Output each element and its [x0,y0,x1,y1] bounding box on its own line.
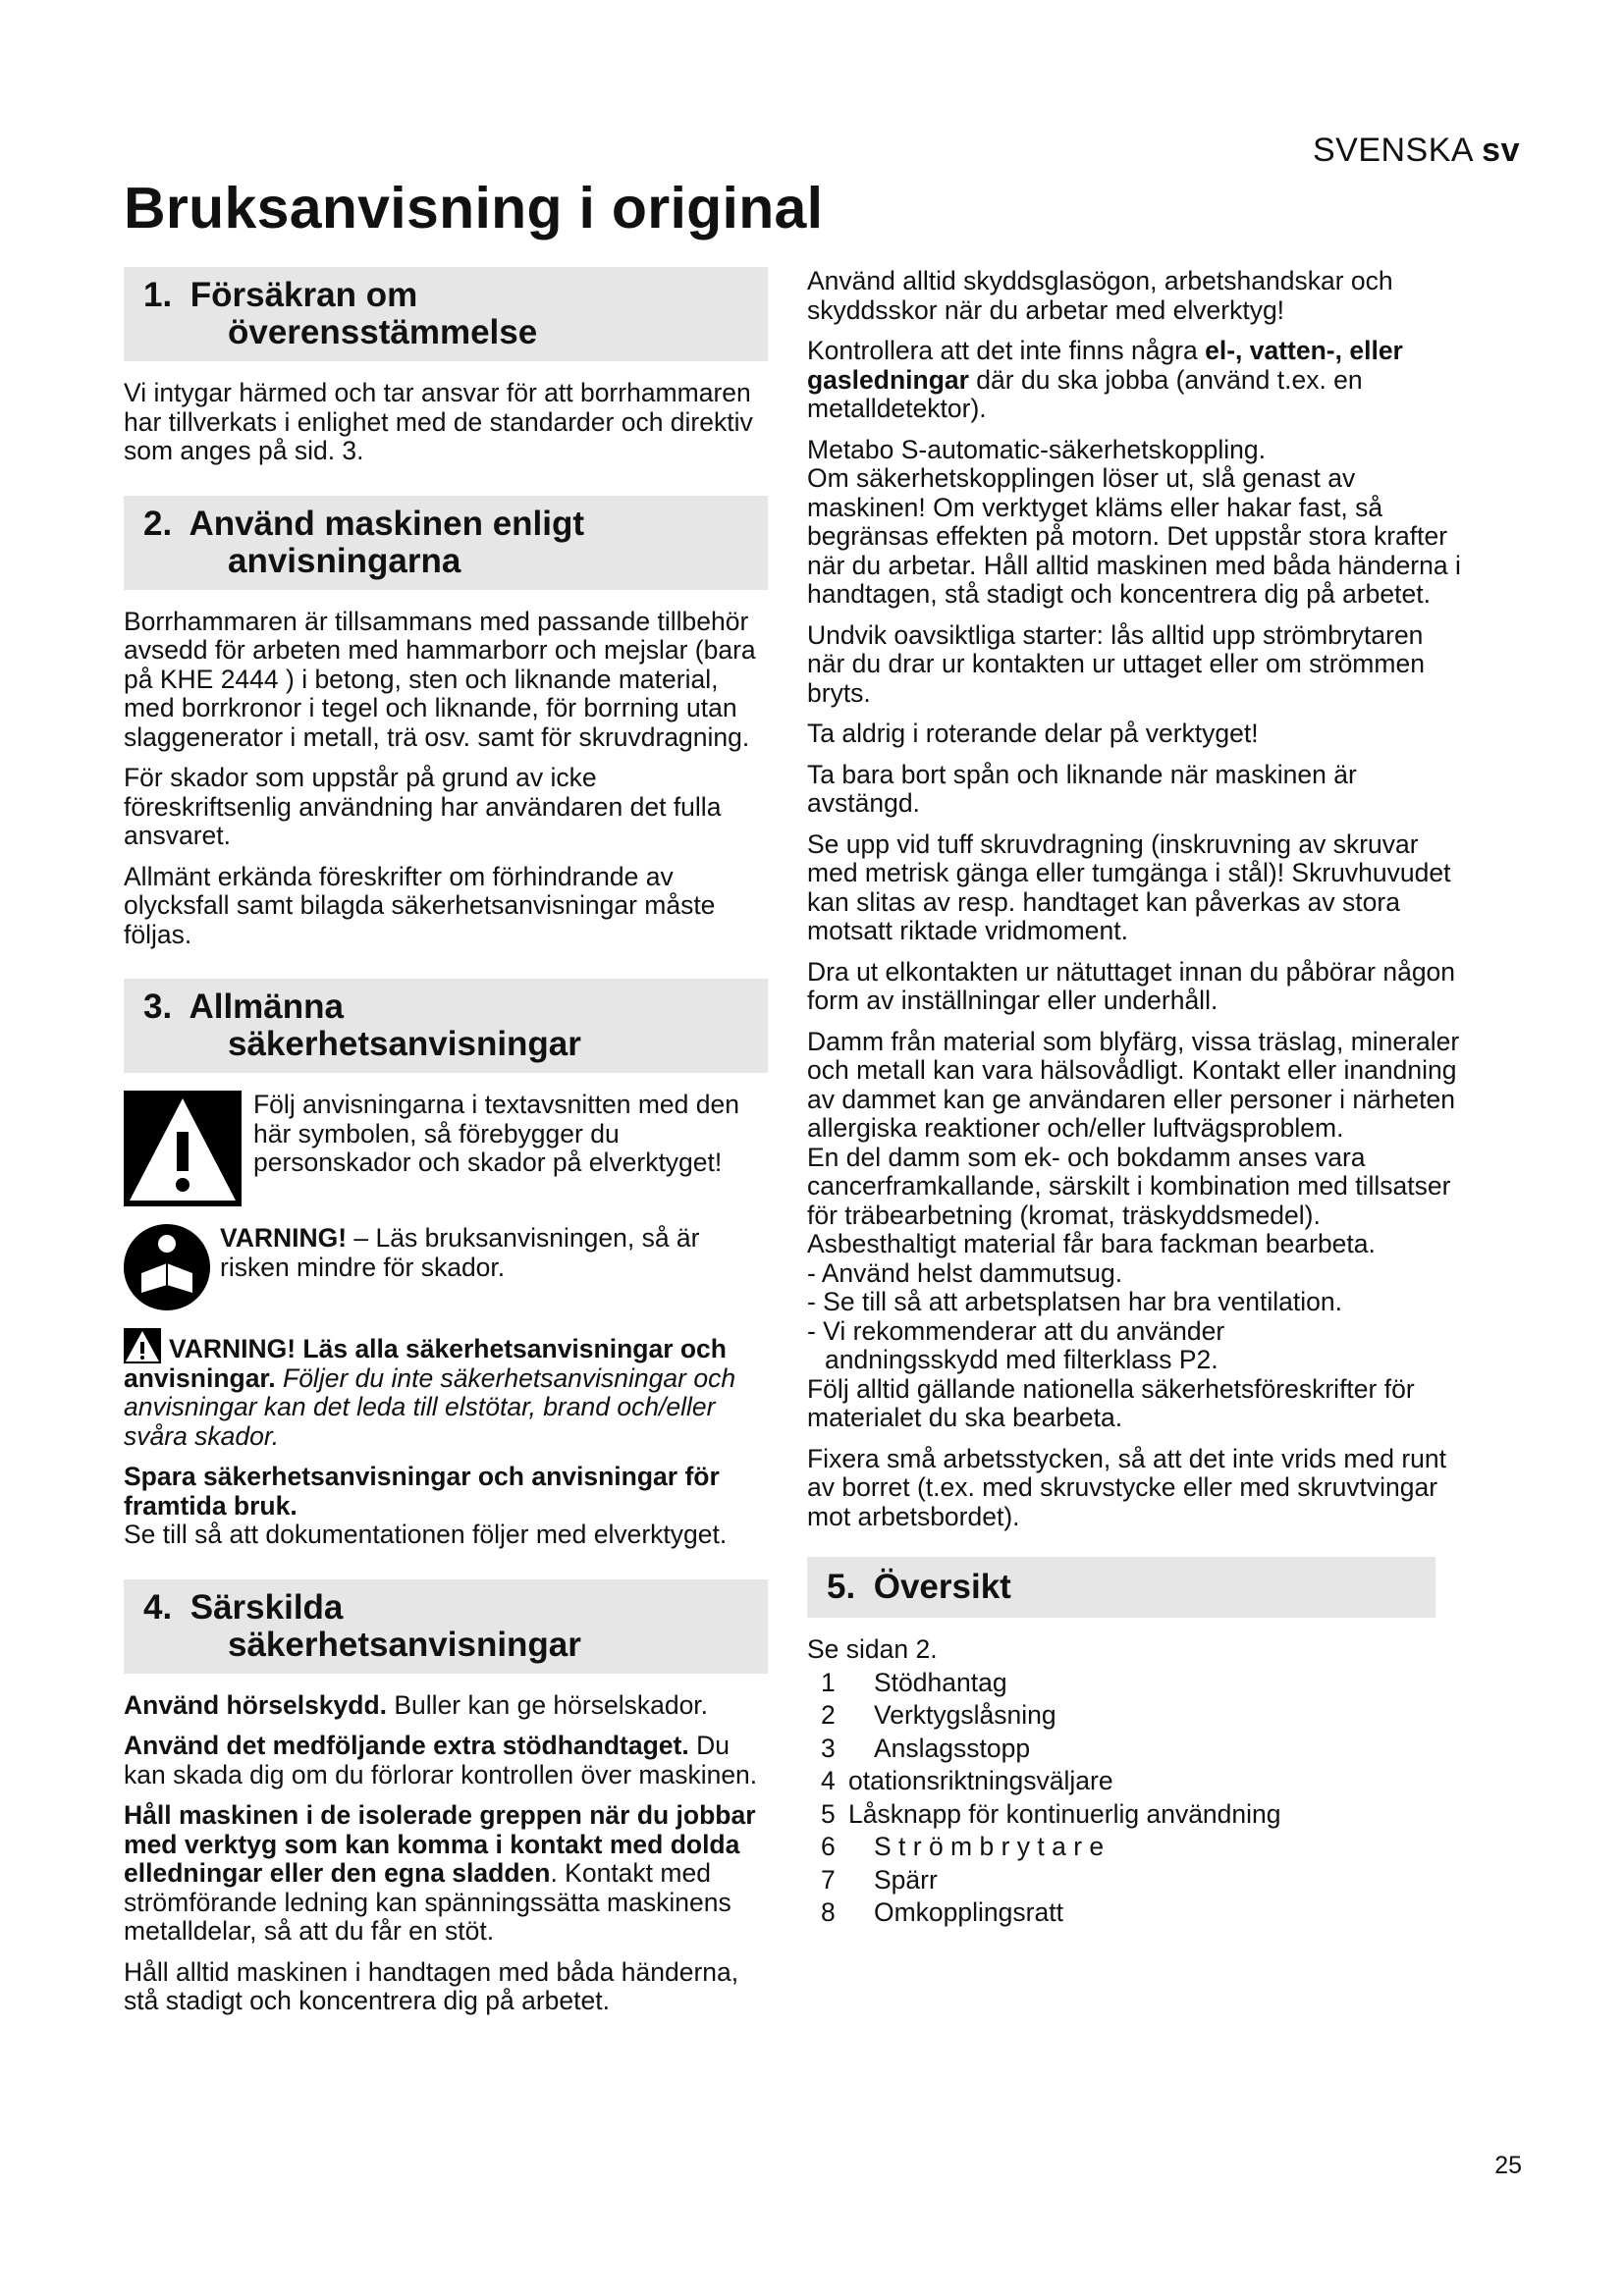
section-1-text: Vi intygar härmed och tar ansvar för att borrhammaren har tillverkats i enlighet med de standarder och direktiv som anges på sid. 3. [124,378,753,465]
right-text-9: Dra ut elkontakten ur nätuttaget innan du påbörar någon form av inställningar eller underhåll. [807,956,1456,1015]
overview-intro: Se sidan 2. [807,1634,938,1664]
right-text-13: Fixera små arbetsstycken, så att det inte vrids med runt av borret (t.ex. med skruvstycke eller med skruvtvingar mot arbetsbordet). [807,1443,1446,1531]
section-2-text-3: Allmänt erkända föreskrifter om förhindrande av olycksfall samt bilagda säkerhetsanvisningar måste följas. [124,861,716,949]
section-2-heading: 2. Använd maskinen enligt anvisningarna [124,496,768,590]
list-item [807,1669,1465,1698]
list-item [807,1735,1465,1764]
item-number: 3 [821,1733,836,1763]
item-label: Spärr [874,1864,938,1895]
section-4-hearing: Använd hörselskydd. Buller kan ge hörselskador. [124,1689,709,1720]
right-text-6: Ta aldrig i roterande delar på verktyget! [807,719,1259,748]
right-text-7: Ta bara bort spån och liknande när maskinen är avstängd. [807,759,1357,818]
item-label: Verktygslåsning [874,1700,1056,1730]
general-warning: VARNING! Läs alla säkerhetsanvisningar och anvisningar. Följer du inte säkerhetsanvisningar och anvisningar kan det leda till elstötar, brand och/eller svåra skador. [124,1328,768,1451]
small-warning-icon [124,1328,161,1363]
item-number: 6 [821,1832,836,1861]
list-item [807,1833,1465,1862]
warning-triangle-icon [124,1091,242,1206]
item-label: Låsknapp för kontinuerlig användning [848,1798,1281,1829]
page-number: 25 [1494,2152,1522,2179]
page-title: Bruksanvisning i original [124,176,824,240]
section-3-heading: 3. Allmänna säkerhetsanvisningar [124,979,768,1073]
manual-warning-text: VARNING! – Läs bruksanvisningen, så är risken mindre för skador. [220,1223,700,1282]
save-instructions: Spara säkerhetsanvisningar och anvisningar för framtida bruk. Se till så att dokumentationen följer med elverktyget. [124,1462,728,1549]
section-4-grip: Håll alltid maskinen i handtagen med båda händerna, stå stadigt och koncentrera dig på arbetet. [124,1956,739,2015]
list-item: - Vi rekommenderar att du använder [807,1315,1225,1346]
section-4-handle: Använd det medföljande extra stödhandtaget. Du kan skada dig om du förlorar kontrollen över maskinen. [124,1731,758,1789]
list-item: andningsskydd med filterklass P2. [825,1345,1218,1374]
item-number: 2 [821,1700,836,1730]
right-column [807,267,1465,1932]
read-manual-icon [124,1224,210,1310]
right-text-2: Kontrollera att det inte finns några el-, vatten-, eller gasledningar där du ska jobba (använd t.ex. en metalldetektor). [807,336,1403,423]
list-item: - Se till så att arbetsplatsen har bra ventilation. [807,1287,1343,1316]
item-label: S t r ö m b r y t a r e [874,1832,1105,1861]
warning-symbol-row [124,1091,768,1206]
right-text-10: Damm från material som blyfärg, vissa träslag, mineraler och metall kan vara hälsovådligt. Kontakt eller inandning av dammet kan ge användaren eller personer i närheten allergiska reaktioner och/eller luftvägsproblem. [807,1026,1460,1143]
right-text-5: Undvik oavsiktliga starter: lås alltid upp strömbrytaren när du drar ur kontakten ur uttaget eller om strömmen bryts. [807,619,1425,708]
item-label: otationsriktningsväljare [848,1766,1113,1795]
section-4-heading: 4. Särskilda säkerhetsanvisningar [124,1579,768,1674]
list-item [807,1898,1465,1928]
right-text-11: En del damm som ek- och bokdamm anses vara cancerframkallande, särskilt i kombination med tillsatser för träbearbetning (kromat, träskyddsmedel). Asbesthaltigt material får bara fackman bearbeta. [807,1142,1451,1258]
list-item: - Använd helst dammutsug. [807,1257,1123,1288]
section-1-heading: 1. Försäkran om överensstämmelse [124,267,768,361]
item-label: Anslagsstopp [874,1733,1031,1763]
symbol-explanation: Följ anvisningarna i textavsnitten med den här symbolen, så förebygger du personskador och skador på elverktyget! [253,1090,739,1177]
language-label: SVENSKA sv [1312,132,1520,169]
list-item [807,1701,1465,1731]
item-label: Omkopplingsratt [874,1897,1063,1927]
item-number: 5 [821,1798,836,1829]
manual-warning-row [124,1224,768,1310]
dust-list [807,1259,1465,1375]
right-text-8: Se upp vid tuff skruvdragning (inskruvning av skruvar med metrisk gänga eller tumgänga i stål)! Skruvhuvudet kan slitas av resp. handtaget kan påverkas av stora motsatt riktade vridmoment. [807,828,1451,945]
overview-list [807,1669,1465,1928]
item-number: 8 [821,1897,836,1927]
right-text-4: Om säkerhetskopplingen löser ut, slå genast av maskinen! Om verktyget kläms eller hakar fast, så begränsas effekten på motorn. Det uppstår stora krafter när du arbetar. Håll alltid maskinen med båda händerna i handtagen, stå stadigt och koncentrera dig på arbetet. [807,463,1461,609]
left-column [124,267,768,2028]
right-text-1: Använd alltid skyddsglasögon, arbetshandskar och skyddsskor när du arbetar med elverktyg! [807,266,1393,325]
list-item [807,1800,1465,1830]
item-label: Stödhantag [874,1667,1007,1697]
right-text-3: Metabo S-automatic-säkerhetskoppling. [807,434,1266,464]
list-item [807,1767,1465,1796]
section-5-heading: 5. Översikt [807,1557,1435,1618]
list-item [807,1866,1465,1896]
item-number: 4 [821,1766,836,1795]
section-2-text-2: För skador som uppstår på grund av icke föreskriftsenlig användning har användaren det fulla ansvaret. [124,763,722,850]
right-text-12: Följ alltid gällande nationella säkerhetsföreskrifter för materialet du ska bearbeta. [807,1373,1415,1432]
item-number: 1 [821,1667,836,1697]
item-number: 7 [821,1864,836,1895]
section-2-text-1: Borrhammaren är tillsammans med passande tillbehör avsedd för arbeten med hammarborr och mejslar (bara på KHE 2444 ) i betong, sten och liknande material, med borrkronor i tegel och liknande, för borrning utan slaggenerator i metall, trä osv. samt för skruvdragning. [124,606,756,752]
section-4-insulated: Håll maskinen i de isolerade greppen när du jobbar med verktyg som kan komma i kontakt med dolda elledningar eller den egna sladden. Kontakt med strömförande ledning kan spänningssätta maskinens metalldelar, så att du får en stöt. [124,1800,756,1946]
